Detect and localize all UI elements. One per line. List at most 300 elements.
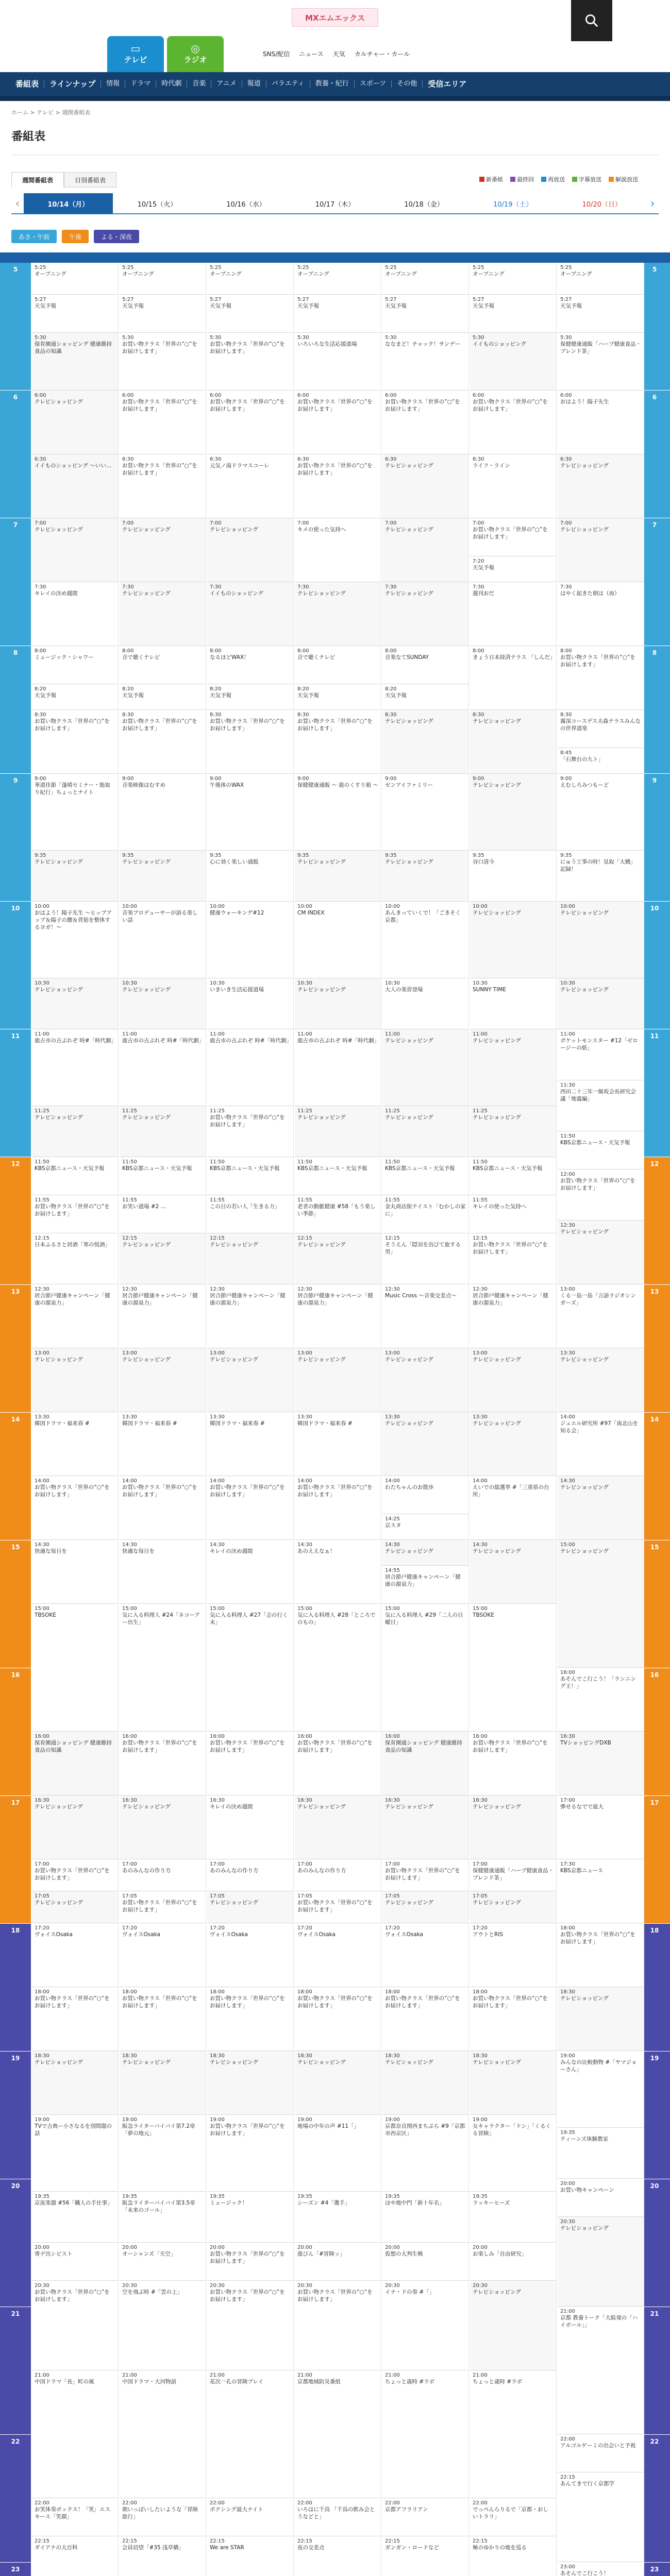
program-cell[interactable]: [32, 774, 119, 851]
nav-anime[interactable]: アニメ: [211, 80, 242, 88]
program-cell[interactable]: [558, 1221, 644, 1284]
program-cell[interactable]: [295, 1540, 381, 1604]
program-cell[interactable]: [295, 710, 381, 774]
program-cell[interactable]: [470, 1891, 557, 1923]
program-cell[interactable]: [120, 1923, 206, 1987]
program-cell[interactable]: [295, 2370, 381, 2498]
program-cell[interactable]: [32, 902, 119, 978]
program-cell[interactable]: [295, 391, 381, 454]
nav-info[interactable]: 情報: [101, 80, 125, 88]
program-cell[interactable]: [382, 1157, 469, 1195]
program-cell[interactable]: [207, 263, 294, 295]
program-cell[interactable]: [120, 1348, 206, 1412]
program-cell[interactable]: [295, 1795, 381, 1859]
program-cell[interactable]: [32, 1540, 119, 1604]
breadcrumb-tv[interactable]: テレビ: [37, 109, 54, 116]
program-cell[interactable]: [32, 2281, 119, 2370]
program-cell[interactable]: [207, 2536, 294, 2576]
program-cell[interactable]: [382, 1284, 469, 1348]
program-cell[interactable]: [295, 582, 381, 646]
program-cell[interactable]: [382, 851, 469, 902]
tab-weekly[interactable]: 週間番組表: [11, 172, 64, 188]
program-cell[interactable]: [295, 2243, 381, 2281]
program-cell[interactable]: [32, 1284, 119, 1348]
program-cell[interactable]: [382, 978, 469, 1029]
program-cell[interactable]: [470, 1233, 557, 1284]
program-cell[interactable]: [207, 978, 294, 1029]
program-cell[interactable]: [470, 2536, 557, 2576]
program-cell[interactable]: [382, 1859, 469, 1891]
date-tab[interactable]: 10/20（日）: [582, 200, 622, 209]
program-cell[interactable]: [120, 1476, 206, 1540]
program-cell[interactable]: [120, 2281, 206, 2370]
program-cell[interactable]: [295, 1412, 381, 1476]
program-cell[interactable]: [295, 1157, 381, 1195]
program-cell[interactable]: [120, 2243, 206, 2281]
program-cell[interactable]: [207, 1284, 294, 1348]
program-cell[interactable]: [295, 1923, 381, 1987]
nav-other[interactable]: その他: [392, 80, 423, 88]
program-cell[interactable]: [470, 2115, 557, 2192]
program-cell[interactable]: [32, 295, 119, 333]
program-cell[interactable]: [207, 391, 294, 454]
site-logo[interactable]: MXエムエックス: [292, 8, 378, 27]
program-cell[interactable]: [470, 902, 557, 978]
program-cell[interactable]: [207, 1233, 294, 1284]
next-week-arrow-icon[interactable]: ›: [650, 197, 655, 210]
program-cell[interactable]: [120, 1412, 206, 1476]
program-cell[interactable]: [32, 454, 119, 518]
program-cell[interactable]: [382, 1795, 469, 1859]
program-cell[interactable]: [382, 2243, 469, 2281]
program-cell[interactable]: [470, 1106, 557, 1157]
program-cell[interactable]: [207, 1157, 294, 1195]
program-cell[interactable]: [32, 710, 119, 774]
program-cell[interactable]: [470, 646, 557, 710]
program-cell[interactable]: [120, 1604, 206, 1732]
program-cell[interactable]: [32, 978, 119, 1029]
program-cell[interactable]: [382, 454, 469, 518]
program-cell[interactable]: [558, 2562, 644, 2576]
program-cell[interactable]: [32, 1795, 119, 1859]
jump-morning-button[interactable]: あさ・午前: [11, 230, 57, 243]
program-cell[interactable]: [558, 2051, 644, 2128]
program-cell[interactable]: [382, 684, 469, 710]
program-cell[interactable]: [120, 774, 206, 851]
program-cell[interactable]: [207, 454, 294, 518]
nav-schedule[interactable]: 番組表: [10, 80, 44, 88]
program-cell[interactable]: [207, 1412, 294, 1476]
program-cell[interactable]: [558, 1923, 644, 1987]
program-cell[interactable]: [470, 1476, 557, 1540]
program-cell[interactable]: [32, 2536, 119, 2576]
program-cell[interactable]: [558, 851, 644, 902]
program-cell[interactable]: [120, 391, 206, 454]
program-cell[interactable]: [207, 646, 294, 684]
program-cell[interactable]: [470, 774, 557, 851]
program-cell[interactable]: [470, 710, 557, 774]
program-cell[interactable]: [558, 1284, 644, 1348]
program-cell[interactable]: [558, 1412, 644, 1476]
program-cell[interactable]: [120, 2498, 206, 2536]
program-cell[interactable]: [207, 1795, 294, 1859]
link-sns[interactable]: SNS/配信: [263, 50, 290, 58]
program-cell[interactable]: [470, 1923, 557, 1987]
program-cell[interactable]: [470, 2243, 557, 2281]
program-cell[interactable]: [558, 1080, 644, 1131]
date-tab[interactable]: 10/19（土）: [493, 200, 533, 209]
date-tab[interactable]: 10/18（金）: [404, 200, 444, 209]
program-cell[interactable]: [470, 582, 557, 646]
program-cell[interactable]: [207, 2370, 294, 2498]
program-cell[interactable]: [382, 1604, 469, 1732]
program-cell[interactable]: [382, 1029, 469, 1106]
program-cell[interactable]: [558, 1540, 644, 1668]
program-cell[interactable]: [470, 1540, 557, 1604]
program-cell[interactable]: [295, 1029, 381, 1106]
program-cell[interactable]: [470, 263, 557, 295]
program-cell[interactable]: [32, 1476, 119, 1540]
program-cell[interactable]: [295, 1106, 381, 1157]
program-cell[interactable]: [558, 1170, 644, 1221]
nav-jidaigeki[interactable]: 時代劇: [156, 80, 187, 88]
nav-variety[interactable]: バラエティ: [266, 80, 310, 88]
program-cell[interactable]: [470, 2192, 557, 2243]
link-news[interactable]: ニュース: [299, 50, 324, 58]
program-cell[interactable]: [382, 1476, 469, 1514]
program-cell[interactable]: [558, 2179, 644, 2217]
program-cell[interactable]: [207, 1732, 294, 1795]
program-cell[interactable]: [120, 295, 206, 333]
program-cell[interactable]: [382, 646, 469, 684]
program-cell[interactable]: [470, 454, 557, 518]
program-cell[interactable]: [207, 2498, 294, 2536]
program-cell[interactable]: [120, 710, 206, 774]
program-cell[interactable]: [32, 1412, 119, 1476]
program-cell[interactable]: [120, 1233, 206, 1284]
link-culture[interactable]: カルチャー・カール: [354, 50, 410, 58]
program-cell[interactable]: [120, 1106, 206, 1157]
program-cell[interactable]: [382, 1732, 469, 1795]
program-cell[interactable]: [32, 1195, 119, 1233]
program-cell[interactable]: [558, 1795, 644, 1859]
nav-lineup[interactable]: ラインナップ: [44, 80, 101, 88]
program-cell[interactable]: [120, 978, 206, 1029]
program-cell[interactable]: [32, 684, 119, 710]
nav-sports[interactable]: スポーツ: [355, 80, 392, 88]
program-cell[interactable]: [470, 2370, 557, 2498]
program-cell[interactable]: [295, 851, 381, 902]
program-cell[interactable]: [207, 1195, 294, 1233]
nav-drama[interactable]: ドラマ: [125, 80, 156, 88]
program-cell[interactable]: [32, 1233, 119, 1284]
program-cell[interactable]: [295, 2051, 381, 2115]
program-cell[interactable]: [558, 582, 644, 646]
program-cell[interactable]: [32, 263, 119, 295]
program-cell[interactable]: [382, 1233, 469, 1284]
program-cell[interactable]: [207, 774, 294, 851]
program-cell[interactable]: [120, 582, 206, 646]
program-cell[interactable]: [120, 1157, 206, 1195]
program-cell[interactable]: [558, 978, 644, 1029]
program-cell[interactable]: [207, 333, 294, 391]
program-cell[interactable]: [382, 2536, 469, 2576]
program-cell[interactable]: [32, 1604, 119, 1732]
program-cell[interactable]: [382, 1412, 469, 1476]
program-cell[interactable]: [32, 851, 119, 902]
program-cell[interactable]: [558, 748, 644, 774]
program-cell[interactable]: [558, 2128, 644, 2179]
jump-night-button[interactable]: よる・深夜: [94, 230, 139, 243]
program-cell[interactable]: [558, 518, 644, 582]
program-cell[interactable]: [207, 2243, 294, 2281]
program-cell[interactable]: [32, 1029, 119, 1106]
program-cell[interactable]: [558, 2434, 644, 2472]
program-cell[interactable]: [382, 1923, 469, 1987]
program-cell[interactable]: [558, 391, 644, 454]
program-cell[interactable]: [120, 263, 206, 295]
program-cell[interactable]: [207, 2115, 294, 2192]
program-cell[interactable]: [120, 646, 206, 684]
program-cell[interactable]: [207, 582, 294, 646]
program-cell[interactable]: [470, 978, 557, 1029]
program-cell[interactable]: [558, 774, 644, 851]
program-cell[interactable]: [120, 1195, 206, 1233]
program-cell[interactable]: [295, 2192, 381, 2243]
program-cell[interactable]: [382, 518, 469, 582]
program-cell[interactable]: [470, 1195, 557, 1233]
program-cell[interactable]: [295, 2498, 381, 2536]
program-cell[interactable]: [32, 518, 119, 582]
program-cell[interactable]: [207, 851, 294, 902]
prev-week-arrow-icon[interactable]: ‹: [15, 197, 20, 210]
link-weather[interactable]: 天気: [332, 50, 345, 58]
program-cell[interactable]: [295, 518, 381, 582]
tab-tv[interactable]: [107, 36, 164, 72]
program-cell[interactable]: [558, 454, 644, 518]
program-cell[interactable]: [558, 1348, 644, 1412]
program-cell[interactable]: [120, 1732, 206, 1795]
program-cell[interactable]: [382, 263, 469, 295]
program-cell[interactable]: [120, 518, 206, 582]
search-button[interactable]: [571, 0, 612, 41]
program-cell[interactable]: [120, 2051, 206, 2115]
program-cell[interactable]: [558, 646, 644, 710]
program-cell[interactable]: [295, 454, 381, 518]
program-cell[interactable]: [470, 1795, 557, 1859]
program-cell[interactable]: [207, 1348, 294, 1412]
program-cell[interactable]: [558, 902, 644, 978]
program-cell[interactable]: [382, 2115, 469, 2192]
program-cell[interactable]: [32, 1732, 119, 1795]
date-tab[interactable]: 10/15（火）: [137, 200, 177, 209]
program-cell[interactable]: [382, 902, 469, 978]
program-cell[interactable]: [382, 1348, 469, 1412]
program-cell[interactable]: [295, 1987, 381, 2051]
program-cell[interactable]: [558, 295, 644, 333]
program-cell[interactable]: [120, 902, 206, 978]
program-cell[interactable]: [382, 1195, 469, 1233]
program-cell[interactable]: [207, 2051, 294, 2115]
nav-music[interactable]: 音楽: [187, 80, 211, 88]
program-cell[interactable]: [558, 1029, 644, 1080]
program-cell[interactable]: [382, 2370, 469, 2498]
program-cell[interactable]: [382, 1106, 469, 1157]
date-tab[interactable]: 10/14（月）: [24, 193, 113, 214]
program-cell[interactable]: [558, 263, 644, 295]
program-cell[interactable]: [32, 333, 119, 391]
program-cell[interactable]: [558, 1859, 644, 1923]
program-cell[interactable]: [120, 2370, 206, 2498]
program-cell[interactable]: [558, 333, 644, 391]
program-cell[interactable]: [470, 2051, 557, 2115]
program-cell[interactable]: [120, 1859, 206, 1891]
program-cell[interactable]: [295, 1284, 381, 1348]
program-cell[interactable]: [207, 1987, 294, 2051]
program-cell[interactable]: [470, 1284, 557, 1348]
program-cell[interactable]: [470, 851, 557, 902]
program-cell[interactable]: [295, 646, 381, 684]
program-cell[interactable]: [32, 2370, 119, 2498]
program-cell[interactable]: [295, 1233, 381, 1284]
program-cell[interactable]: [470, 295, 557, 333]
program-cell[interactable]: [382, 2192, 469, 2243]
program-cell[interactable]: [382, 774, 469, 851]
program-cell[interactable]: [470, 2498, 557, 2536]
program-cell[interactable]: [295, 1891, 381, 1923]
program-cell[interactable]: [32, 1987, 119, 2051]
program-cell[interactable]: [382, 1514, 469, 1540]
program-cell[interactable]: [470, 556, 557, 582]
program-cell[interactable]: [32, 2243, 119, 2281]
program-cell[interactable]: [207, 1540, 294, 1604]
program-cell[interactable]: [32, 2192, 119, 2243]
tab-daily[interactable]: 日別番組表: [64, 172, 116, 188]
program-cell[interactable]: [382, 710, 469, 774]
program-cell[interactable]: [207, 1891, 294, 1923]
program-cell[interactable]: [207, 1923, 294, 1987]
program-cell[interactable]: [470, 333, 557, 391]
jump-afternoon-button[interactable]: 午後: [62, 230, 89, 243]
program-cell[interactable]: [382, 2281, 469, 2370]
program-cell[interactable]: [207, 1476, 294, 1540]
program-cell[interactable]: [32, 2115, 119, 2192]
program-cell[interactable]: [382, 582, 469, 646]
program-cell[interactable]: [207, 1859, 294, 1891]
program-cell[interactable]: [382, 2051, 469, 2115]
program-cell[interactable]: [382, 333, 469, 391]
program-cell[interactable]: [120, 684, 206, 710]
program-cell[interactable]: [120, 2192, 206, 2243]
program-cell[interactable]: [32, 1891, 119, 1923]
program-cell[interactable]: [470, 1412, 557, 1476]
program-cell[interactable]: [470, 391, 557, 454]
program-cell[interactable]: [558, 2307, 644, 2434]
program-cell[interactable]: [382, 1540, 469, 1566]
program-cell[interactable]: [558, 1732, 644, 1795]
program-cell[interactable]: [470, 1348, 557, 1412]
program-cell[interactable]: [470, 1859, 557, 1891]
program-cell[interactable]: [207, 1604, 294, 1732]
program-cell[interactable]: [295, 1195, 381, 1233]
program-cell[interactable]: [207, 1106, 294, 1157]
program-cell[interactable]: [295, 1348, 381, 1412]
program-cell[interactable]: [120, 1284, 206, 1348]
program-cell[interactable]: [382, 1987, 469, 2051]
program-cell[interactable]: [32, 391, 119, 454]
program-cell[interactable]: [382, 391, 469, 454]
program-cell[interactable]: [120, 2115, 206, 2192]
program-cell[interactable]: [120, 454, 206, 518]
program-cell[interactable]: [295, 333, 381, 391]
program-cell[interactable]: [32, 2051, 119, 2115]
program-cell[interactable]: [382, 295, 469, 333]
program-cell[interactable]: [558, 2217, 644, 2307]
program-cell[interactable]: [470, 1987, 557, 2051]
program-cell[interactable]: [295, 978, 381, 1029]
program-cell[interactable]: [295, 2115, 381, 2192]
program-cell[interactable]: [470, 518, 557, 556]
program-cell[interactable]: [382, 2498, 469, 2536]
program-cell[interactable]: [470, 2281, 557, 2370]
program-cell[interactable]: [295, 295, 381, 333]
program-cell[interactable]: [558, 1476, 644, 1540]
program-cell[interactable]: [207, 518, 294, 582]
program-cell[interactable]: [207, 295, 294, 333]
program-cell[interactable]: [32, 582, 119, 646]
program-cell[interactable]: [558, 1987, 644, 2051]
program-cell[interactable]: [207, 2192, 294, 2243]
program-cell[interactable]: [558, 1131, 644, 1170]
program-cell[interactable]: [558, 1668, 644, 1732]
program-cell[interactable]: [470, 1604, 557, 1732]
program-cell[interactable]: [120, 1987, 206, 2051]
program-cell[interactable]: [120, 1795, 206, 1859]
program-cell[interactable]: [120, 2536, 206, 2576]
nav-culture[interactable]: 教養・紀行: [310, 80, 355, 88]
program-cell[interactable]: [470, 1732, 557, 1795]
program-cell[interactable]: [207, 710, 294, 774]
program-cell[interactable]: [207, 684, 294, 710]
program-cell[interactable]: [295, 774, 381, 851]
program-cell[interactable]: [32, 1859, 119, 1891]
date-tab[interactable]: 10/17（木）: [315, 200, 355, 209]
nav-reception-area[interactable]: 受信エリア: [428, 79, 467, 89]
nav-news[interactable]: 報道: [242, 80, 266, 88]
program-cell[interactable]: [558, 2472, 644, 2562]
program-cell[interactable]: [295, 684, 381, 710]
program-cell[interactable]: [120, 1540, 206, 1604]
program-cell[interactable]: [382, 1566, 469, 1604]
program-cell[interactable]: [382, 1891, 469, 1923]
program-cell[interactable]: [32, 1923, 119, 1987]
program-cell[interactable]: [120, 1891, 206, 1923]
program-cell[interactable]: [120, 851, 206, 902]
program-cell[interactable]: [295, 263, 381, 295]
tab-radio[interactable]: [167, 36, 224, 72]
date-tab[interactable]: 10/16（水）: [226, 200, 266, 209]
program-cell[interactable]: [120, 333, 206, 391]
program-cell[interactable]: [295, 2536, 381, 2576]
program-cell[interactable]: [207, 902, 294, 978]
program-cell[interactable]: [120, 1029, 206, 1106]
breadcrumb-home[interactable]: ホーム: [11, 109, 28, 116]
program-cell[interactable]: [32, 646, 119, 684]
program-cell[interactable]: [32, 1348, 119, 1412]
program-cell[interactable]: [207, 2281, 294, 2370]
program-cell[interactable]: [295, 902, 381, 978]
program-cell[interactable]: [295, 2281, 381, 2370]
